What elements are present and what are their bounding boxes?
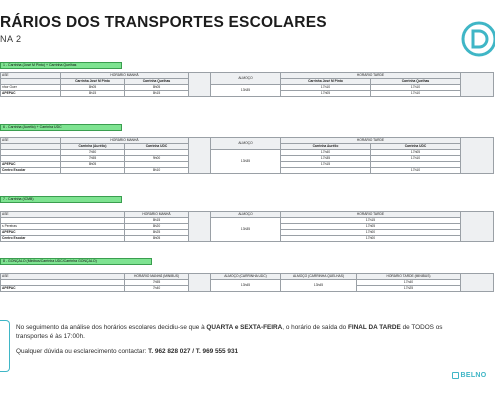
table-row: APEPAC 8h25 17h00 bbox=[1, 230, 494, 236]
route-tag-1: 1 - Carrinha (José M Pinto) + Carrinha Quelhas bbox=[0, 62, 122, 69]
col-header: ALMOÇO bbox=[211, 73, 281, 85]
col-header: HORÁRIO MANHÃ bbox=[125, 212, 189, 218]
sub-header: Carrinha UDC bbox=[125, 144, 189, 150]
route-tag-8: 8 - GONÇALO (Minibus/Carrinha UDC/Carrinha GONÇALO) bbox=[0, 258, 152, 265]
col-header: ALMOÇO bbox=[211, 212, 281, 218]
table-row: 7h55 13h45 13h45 17h40 bbox=[1, 280, 494, 286]
col-header: HORÁRIO MANHÃ bbox=[61, 138, 189, 144]
table-row: s Pereiras 8h20 17h05 bbox=[1, 224, 494, 230]
contact-phones: T. 962 828 027 / T. 969 555 931 bbox=[148, 348, 239, 355]
lunch-time: 13h45 bbox=[281, 280, 357, 292]
table-row: 7h55 9h00 17h35 17h10 bbox=[1, 156, 494, 162]
schedule-table-8 bbox=[0, 273, 494, 292]
lunch-time: 13h45 bbox=[211, 280, 281, 292]
note-accent-bracket bbox=[0, 320, 10, 372]
sub-header: Carrinha Aurélio bbox=[281, 144, 371, 150]
col-header: HORÁRIO TARDE bbox=[281, 212, 461, 218]
col-header: HORÁRIO MANHÃ bbox=[61, 73, 189, 79]
col-header: HORÁRIO TARDE bbox=[281, 138, 461, 144]
col-header: ASE bbox=[1, 212, 125, 218]
col-header: HORÁRIO MANHÃ (MINIBUS) bbox=[125, 274, 189, 280]
contact-note: Qualquer dúvida ou esclarecimento contactar: T. 962 828 027 / T. 969 555 931 bbox=[16, 348, 239, 355]
col-header: ALMOÇO (CARRINHA UDC) bbox=[211, 274, 281, 280]
col-header: ASE bbox=[1, 138, 61, 144]
sub-header: Carrinha José M Pinto bbox=[281, 79, 371, 85]
sub-header: Carrinha UDC bbox=[371, 144, 461, 150]
lunch-time: 13h35 bbox=[211, 85, 281, 97]
table-row: APEPAC 7h40 17h25 bbox=[1, 286, 494, 292]
schedule-table-7 bbox=[0, 211, 494, 242]
table-row: APEPAC 8h15 8h15 17h05 17h10 bbox=[1, 91, 494, 97]
sub-header: Carrinha (Aurélio) bbox=[61, 144, 125, 150]
col-header: ALMOÇO bbox=[211, 138, 281, 150]
table-row: Centro Escolar 8h05 17h00 bbox=[1, 236, 494, 242]
col-header: HORÁRIO TARDE (MINIBUS) bbox=[357, 274, 461, 280]
table-row: APEPAC 8h05 17h15 bbox=[1, 162, 494, 168]
brand-logo-icon bbox=[460, 20, 495, 58]
page-subtitle: NA 2 bbox=[0, 34, 22, 44]
col-header: ALMOÇO (CARRINHA QUELHAS) bbox=[281, 274, 357, 280]
col-header: ASE bbox=[1, 73, 61, 79]
lunch-time: 13h35 bbox=[211, 150, 281, 174]
col-header: ASE bbox=[1, 274, 125, 280]
table-row: nhor Guer 8h05 8h05 13h35 17h10 17h10 bbox=[1, 85, 494, 91]
table-row: Centro Escolar 8h10 17h10 bbox=[1, 168, 494, 174]
brand-footer: BELNO bbox=[452, 372, 487, 379]
schedule-table-1 bbox=[0, 72, 494, 97]
schedule-table-6 bbox=[0, 137, 494, 174]
col-header: HORÁRIO TARDE bbox=[281, 73, 461, 79]
sub-header: Carrinha Quelhas bbox=[125, 79, 189, 85]
sub-header: Carrinha Quelhas bbox=[371, 79, 461, 85]
schedule-note: No seguimento da análise dos horários escolares decidiu-se que à QUARTA e SEXTA-FEIRA, o horário de saída do FINAL DA TARDE de TODOS os transportes é às 17:00h. bbox=[16, 324, 443, 340]
brand-mark-icon bbox=[452, 372, 459, 379]
lunch-time: 13h35 bbox=[211, 218, 281, 242]
sub-header: Carrinha José M Pinto bbox=[61, 79, 125, 85]
page-title: RÁRIOS DOS TRANSPORTES ESCOLARES bbox=[0, 14, 327, 31]
table-row: 7h50 13h35 17h40 17h05 bbox=[1, 150, 494, 156]
route-tag-6: 6 - Carrinha (Aurélio) + Carrinha UDC bbox=[0, 124, 122, 131]
route-tag-7: 7 - Carrinha (ICMB) bbox=[0, 196, 122, 203]
table-row: 8h15 13h35 17h15 bbox=[1, 218, 494, 224]
